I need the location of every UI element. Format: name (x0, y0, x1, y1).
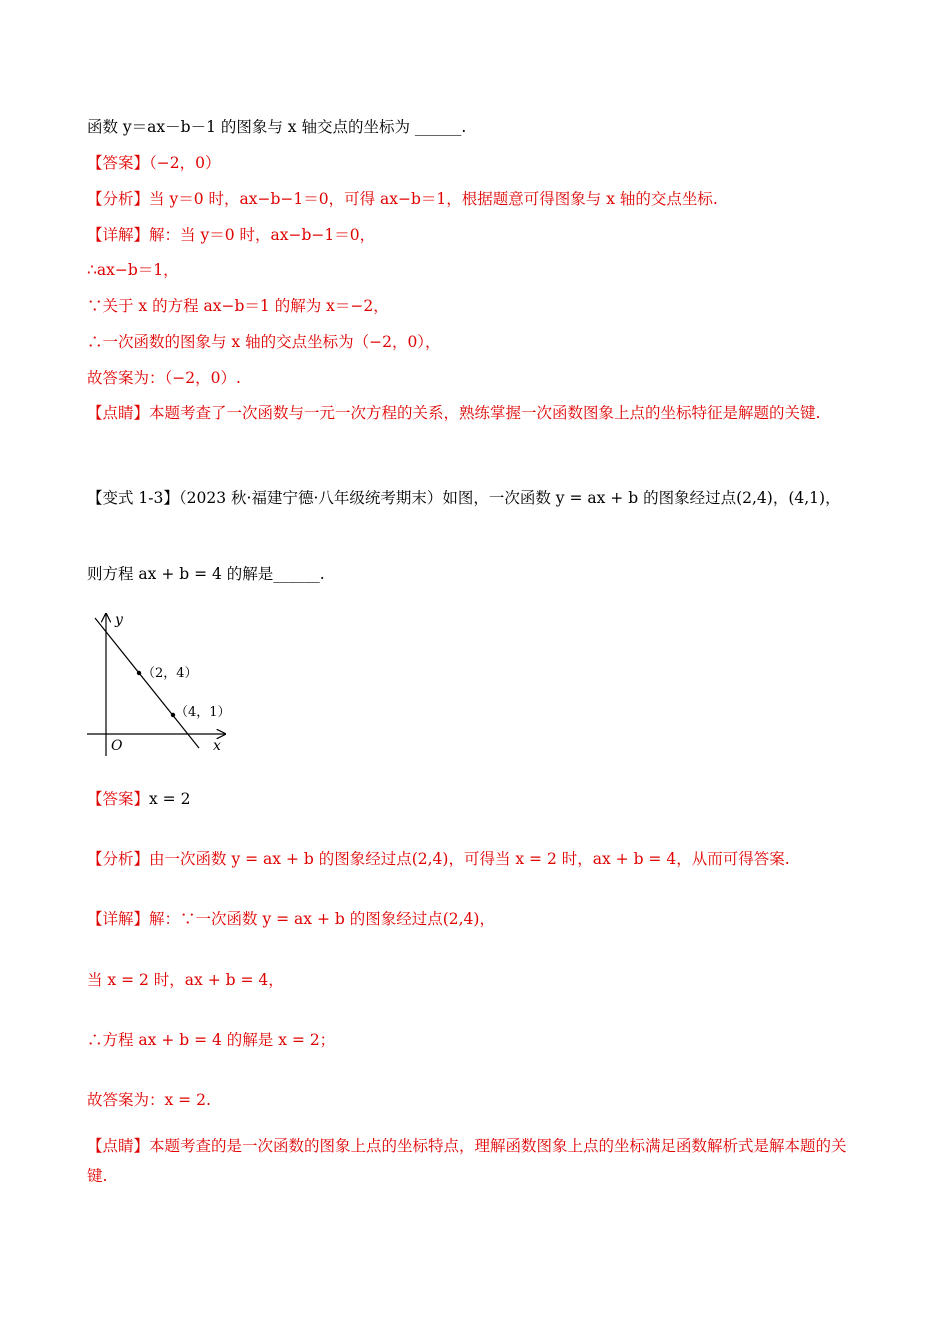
answer-tag: 【答案】 (87, 154, 150, 172)
variant-source: （2023 秋·福建宁德·八年级统考期末） (178, 489, 443, 507)
comment-tag: 【点睛】 (87, 404, 150, 422)
y-axis-label: y (115, 612, 123, 628)
comment2-tag: 【点睛】 (87, 1137, 150, 1155)
variant-question-1: 如图，一次函数 y = ax + b 的图象经过点(2,4)，(4,1)， (442, 489, 841, 507)
function-line (95, 618, 199, 748)
detail-line-3: ∵关于 x 的方程 ax−b＝1 的解为 x＝−2， (87, 297, 389, 315)
detail2-line-1 (87, 909, 495, 929)
comment2-text: 本题考查的是一次函数的图象上点的坐标特点，理解函数图象上点的坐标满足函数解析式是解本题的关键. (87, 1137, 847, 1185)
origin-label: O (111, 738, 123, 754)
analysis-tag: 【分析】 (87, 190, 150, 208)
graph-figure (87, 608, 247, 758)
answer-line (87, 153, 220, 173)
analysis2-line (87, 849, 790, 869)
analysis-line (87, 189, 718, 209)
detail-line-1 (87, 225, 375, 245)
comment2-paragraph (87, 1131, 862, 1191)
detail2-text-1: 解：∵一次函数 y = ax + b 的图象经过点(2,4)， (149, 910, 495, 928)
detail2-line-3: ∴方程 ax + b = 4 的解是 x = 2； (87, 1031, 336, 1049)
comment-paragraph (87, 398, 862, 428)
point-a-label: （2，4） (142, 666, 198, 681)
answer-value: （−2，0） (149, 154, 221, 172)
detail2-line-2: 当 x = 2 时，ax + b = 4， (87, 971, 284, 989)
detail-text-1: 解：当 y＝0 时，ax−b−1＝0， (149, 226, 376, 244)
analysis2-text: 由一次函数 y = ax + b 的图象经过点(2,4)，可得当 x = 2 时，ax + b = 4，从而可得答案. (149, 850, 790, 868)
detail-line-5: 故答案为：（−2，0）. (87, 369, 241, 387)
analysis-text: 当 y＝0 时，ax−b−1＝0，可得 ax−b＝1，根据题意可得图象与 x 轴的交点坐标. (149, 190, 718, 208)
point-a (137, 671, 141, 675)
answer2-value: x = 2 (149, 790, 191, 808)
detail-tag: 【详解】 (87, 226, 150, 244)
variant-tag: 【变式 1-3】 (87, 489, 179, 507)
variant-question-line-2: 则方程 ax + b = 4 的解是______. (87, 565, 325, 583)
detail-line-4: ∴一次函数的图象与 x 轴的交点坐标为（−2，0）， (87, 333, 441, 351)
comment-text: 本题考查了一次函数与一元一次方程的关系，熟练掌握一次函数图象上点的坐标特征是解题的关键. (149, 404, 821, 422)
answer2-tag: 【答案】 (87, 790, 150, 808)
detail2-line-4: 故答案为：x = 2. (87, 1091, 211, 1109)
analysis2-tag: 【分析】 (87, 850, 150, 868)
x-axis-label: x (213, 738, 221, 754)
question-text: 函数 y＝ax－b－1 的图象与 x 轴交点的坐标为 ______. (87, 118, 467, 136)
point-b-label: （4，1） (175, 705, 231, 720)
detail2-tag: 【详解】 (87, 910, 150, 928)
variant-question-line-1 (87, 488, 841, 508)
detail-line-2: ∴ax−b＝1， (87, 261, 179, 279)
answer2-line (87, 789, 190, 809)
